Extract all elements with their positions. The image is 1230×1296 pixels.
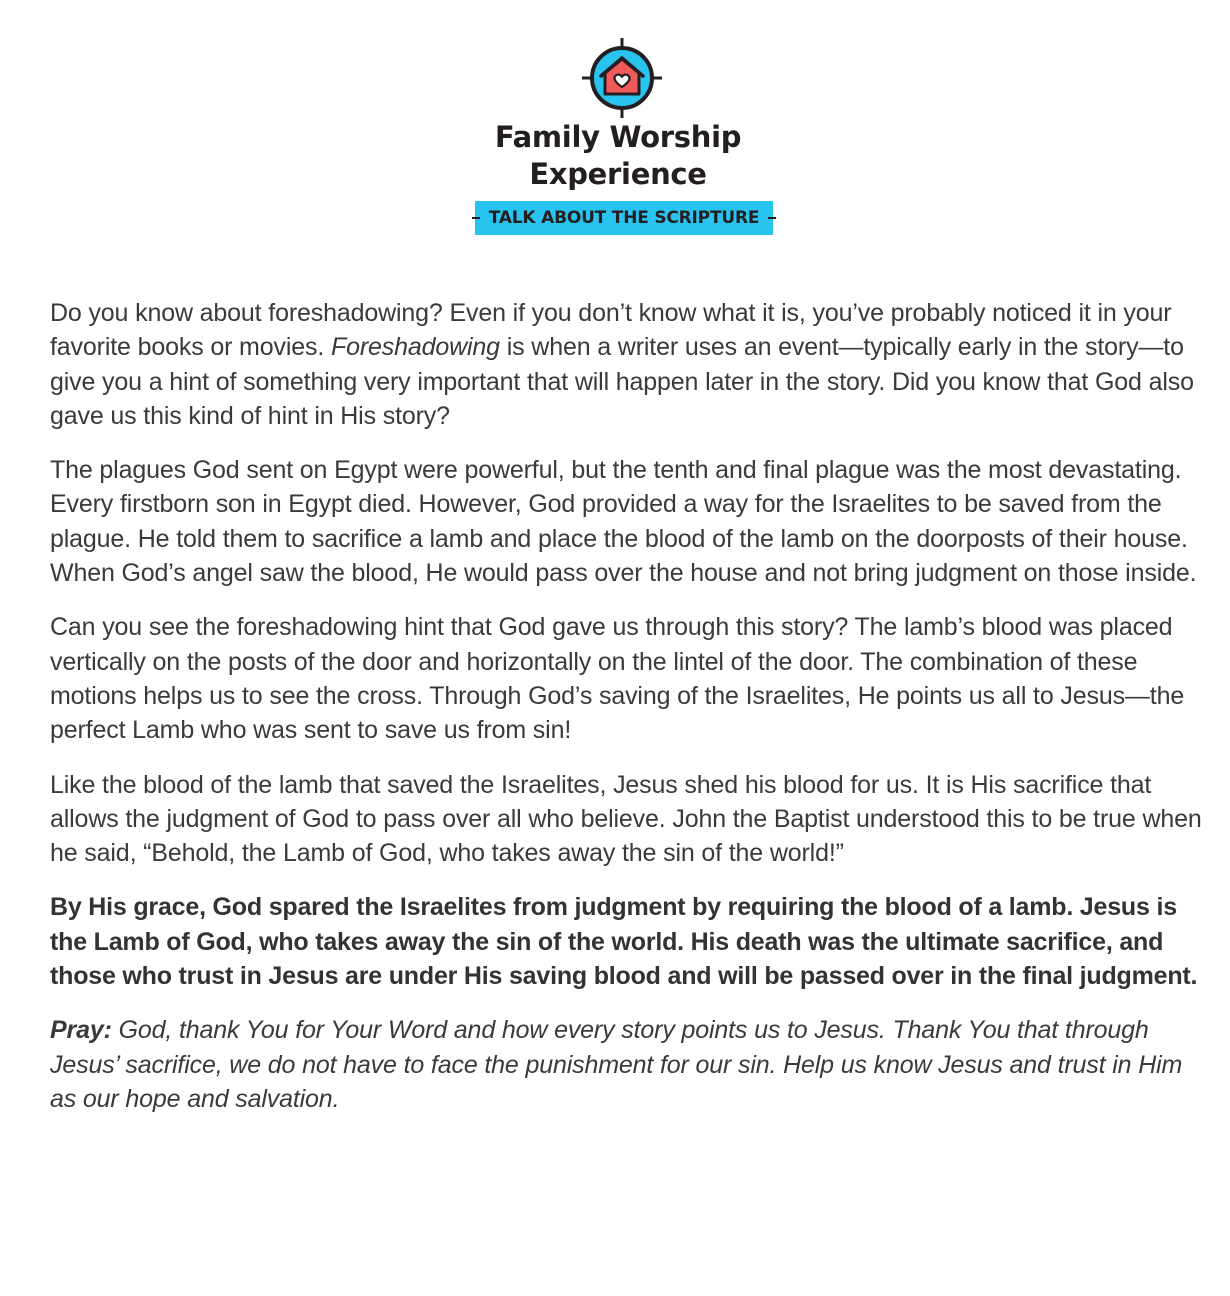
summary-statement: By His grace, God spared the Israelites from judgment by requiring the blood of a lamb. Jesus is the Lamb of God, who takes away the sin of the world. His death was the ultimate sacrifice, and those who trust in Jesus are under His saving blood and will be passed over in the final judgment. [50,893,1198,991]
emphasized-term: Foreshadowing [330,333,500,362]
banner-label: TALK ABOUT THE SCRIPTURE [488,208,760,228]
prayer-text: God, thank You for Your Word and how every story points us to Jesus. Thank You that through Jesus’ sacrifice, we do not have to face the punishment for our sin. Help us know Jesus and trust in Him as our hope and salvation. [50,1016,1183,1113]
section-banner [472,201,776,235]
paragraph-cross-hint: Can you see the foreshadowing hint that God gave us through this story? The lamb’s blood was placed vertically on the posts of the door and horizontally on the lintel of the door. The combination of these motions helps us to see the cross. Through God’s saving of the Israelites, He points us all to Jesus—the perfect Lamb who was sent to save us from sin! [50,613,1185,745]
paragraph-text: Do you know about foreshadowing? Even if you don’t know what it is, you’ve probably noticed it in your favorite books or movies. [50,299,1172,362]
brand-title-line1: Family Worship [494,120,742,154]
paragraph-plagues: The plagues God sent on Egypt were powerful, but the tenth and final plague was the most devastating. Every firstborn son in Egypt died. However, God provided a way for the Israelites to be saved from the plague. He told them to sacrifice a lamb and place the blood of the lamb on the doorposts of their house. When God’s angel saw the blood, He would pass over the house and not bring judgment on those inside. [50,456,1197,588]
brand-title-line2: Experience [529,157,707,191]
prayer-label: Pray: [50,1016,112,1045]
house-heart-icon [582,38,662,118]
paragraph-lamb-of-god: Like the blood of the lamb that saved the Israelites, Jesus shed his blood for us. It is His sacrifice that allows the judgment of God to pass over all who believe. John the Baptist understood this to be true when he said, “Behold, the Lamb of God, who takes away the sin of the world!” [50,770,1202,868]
paragraph-text: is when a writer uses an event—typically early in the story—to give you a hint of something very important that will happen later in the story. Did you know that God also gave us this kind of hint in His story? [50,333,1194,430]
prayer-paragraph [50,1013,1210,1116]
article-body [50,296,1210,1136]
paragraph-foreshadowing [50,296,1210,433]
page-header [0,0,1230,250]
